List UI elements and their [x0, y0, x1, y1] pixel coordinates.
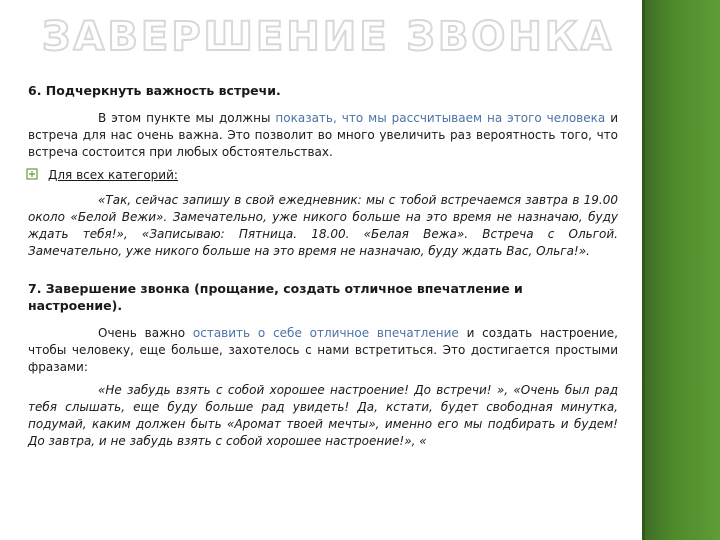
section-6-highlight: показать, что мы рассчитываем на этого человека — [275, 111, 606, 125]
decorative-sidebar — [642, 0, 720, 540]
section-6-paragraph — [28, 110, 618, 161]
section-7-text-a: Очень важно — [98, 326, 193, 340]
bullet-icon — [26, 168, 38, 180]
bullet-label: Для всех категорий: — [48, 168, 178, 182]
section-7-quote — [28, 382, 618, 450]
section-7-highlight: оставить о себе отличное впечатление — [192, 326, 459, 340]
section-6-quote — [28, 192, 618, 260]
slide-title: ЗАВЕРШЕНИЕ ЗВОНКА — [42, 14, 615, 60]
section-7-paragraph — [28, 325, 618, 376]
section-6-quote-text: «Так, сейчас запишу в свой ежедневник: мы с тобой встречаемся завтра в 19.00 около «Белой Вежи». Замечательно, уже никого больше на это время не назначаю, буду ждать тебя!», «Записываю: Пятница. 18.00. «Белая Вежа». Встреча с Ольгой. Замечательно, уже никого больше на это время не назначаю, буду ждать Вас, Ольга!». — [28, 193, 618, 258]
section-7-heading: 7. Завершение звонка (прощание, создать отличное впечатление и настроение). — [28, 281, 523, 313]
slide-content — [28, 82, 618, 456]
section-6-text-b: и встреча для нас очень важна. Это позволит во много увеличить раз вероятность того, что встреча состоится при любых обстоятельствах. — [28, 111, 618, 159]
section-7-text-b: и создать настроение, чтобы человеку, еще больше, захотелось с нами встретиться. Это достигается простыми фразами: — [28, 326, 618, 374]
section-6-text-a: В этом пункте мы должны — [98, 111, 276, 125]
section-6-heading: 6. Подчеркнуть важность встречи. — [28, 83, 281, 98]
section-7-quote-text: «Не забудь взять с собой хорошее настроение! До встречи! », «Очень был рад тебя слышать, еще буду больше рад увидеть! Да, кстати, будет свободная минутка, подумай, каким должен быть «Аромат твоей мечты», именно его мы подбирать и будем! До завтра, и не забудь взять с собой хорошее настроение!», « — [28, 383, 618, 448]
bullet-item — [28, 167, 618, 184]
